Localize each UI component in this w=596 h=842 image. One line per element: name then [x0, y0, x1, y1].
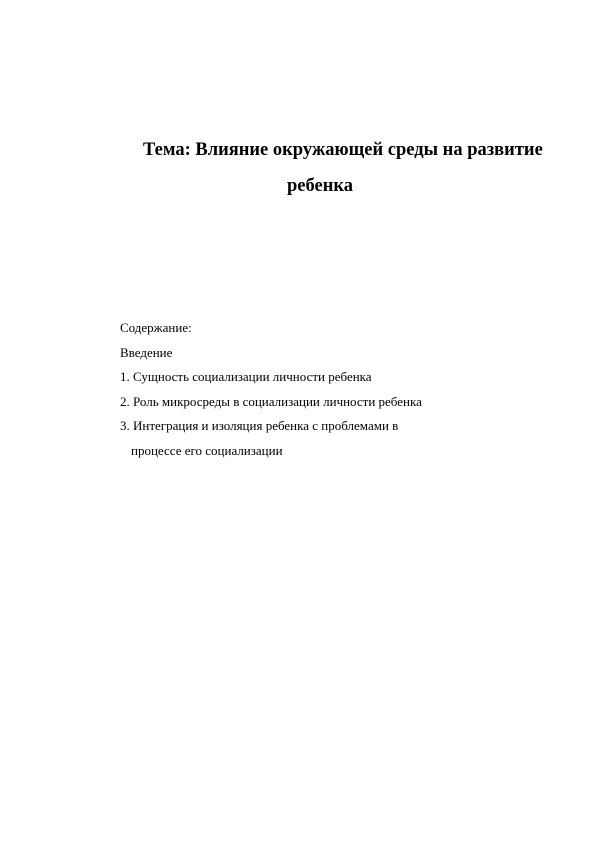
contents-heading: Содержание:: [120, 320, 192, 335]
title-line-2: ребенка: [287, 176, 354, 196]
contents-item-1: 1. Сущность социализации личности ребенка: [120, 369, 372, 384]
contents-item-2: 2. Роль микросреды в социализации личности ребенка: [120, 393, 422, 409]
contents-item-3-continuation: процессе его социализации: [131, 442, 283, 458]
contents-item-3: 3. Интеграция и изоляция ребенка с проблемами в: [120, 418, 399, 433]
contents-item-intro: Введение: [120, 344, 173, 360]
table-of-contents: [120, 316, 422, 463]
title-line-1: Тема: Влияние окружающей среды на развитие: [143, 140, 543, 160]
